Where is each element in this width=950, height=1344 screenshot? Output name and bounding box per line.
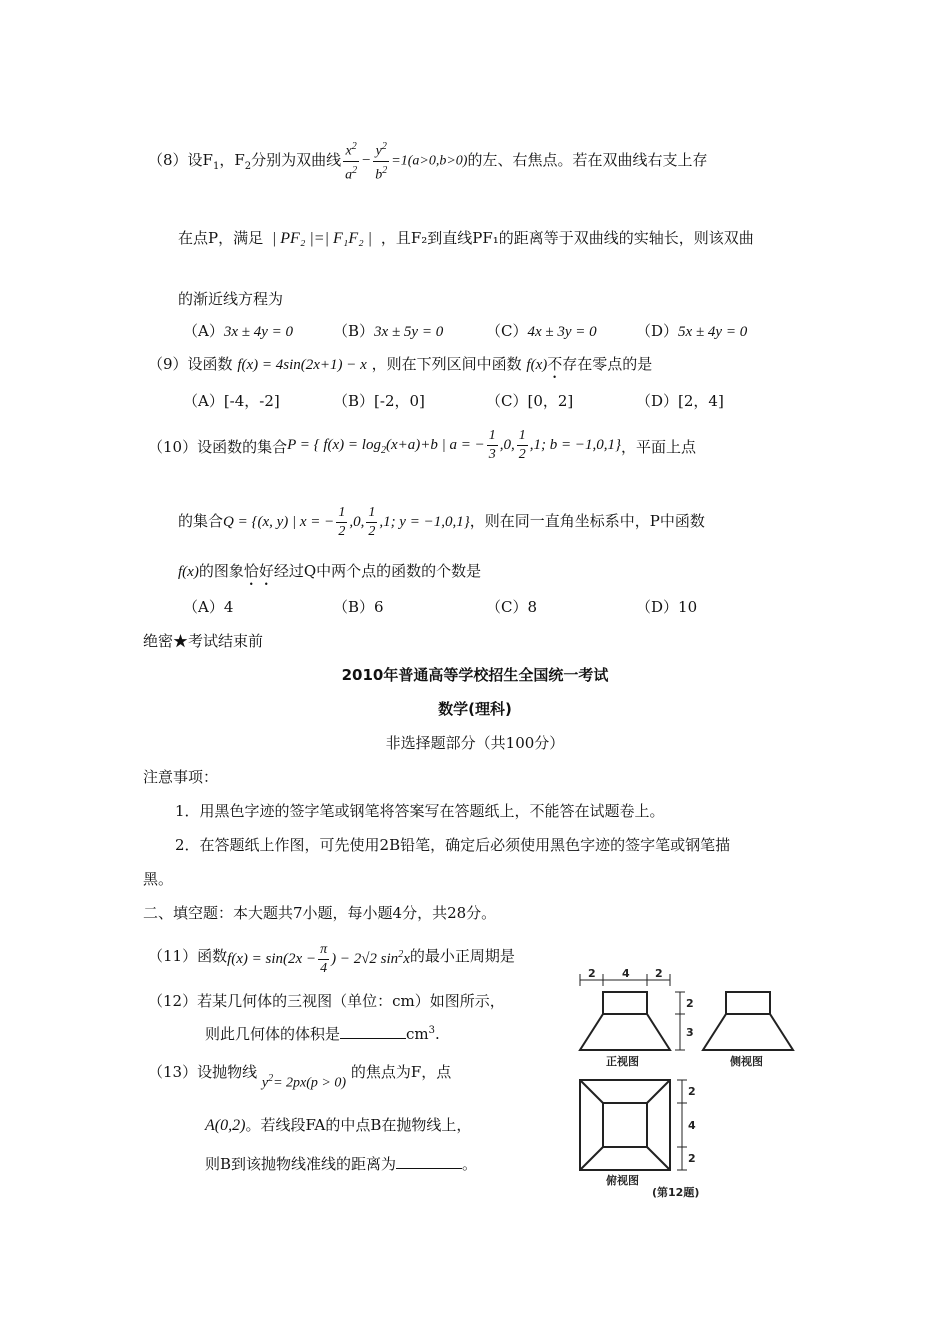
q13-eq-sup: 2 xyxy=(268,1073,274,1085)
q10-option-b: （B）6 xyxy=(333,598,384,616)
q8-frac-x: $\frac{x^2}{a^2}$ xyxy=(343,138,359,184)
q10-eq1-c: ,1; b = −1,0,1} xyxy=(529,437,621,453)
q8-option-d xyxy=(636,320,747,341)
note-2-cont: 黑。 xyxy=(143,870,174,888)
q12-unit: cm xyxy=(406,1025,429,1043)
q8-text-b: ，F xyxy=(219,151,245,170)
q9-line1 xyxy=(148,353,652,382)
q10-eq2-c: ,1; y = −1,0,1} xyxy=(379,514,470,530)
q8-line2-b: ，且F₂到直线PF₁的距离等于双曲线的实轴长，则该双曲 xyxy=(380,229,754,247)
q11-eq-a: f(x) = sin(2x − xyxy=(227,951,317,967)
part-title: 非选择题部分（共100分） xyxy=(385,734,565,752)
q11-text-a: （11）函数 xyxy=(148,947,228,965)
q8-line2-a: 在点P，满足 xyxy=(178,229,264,247)
q10-eq1-sub: 2 xyxy=(380,445,386,456)
dim-plan-lower: 2 xyxy=(688,1152,696,1165)
q10-frac2-den: 2 xyxy=(518,447,526,463)
q11-eq-c: x xyxy=(403,951,410,967)
dim-top-right: 2 xyxy=(655,967,663,980)
q10-option-c: （C）8 xyxy=(486,598,538,616)
q11-frac-num: π xyxy=(318,941,329,960)
q8-line1 xyxy=(148,138,708,183)
q11-eq-b: ) − 2√2 sin xyxy=(331,951,399,967)
q8-text-d: 的左、右焦点。若在双曲线右支上存 xyxy=(467,151,708,170)
q13-line1 xyxy=(148,1058,451,1098)
q10-frac1-num: 1 xyxy=(487,427,498,446)
q9-option-a: （A）[-4，-2] xyxy=(183,392,280,410)
q8-eq-y: y xyxy=(375,143,382,159)
q8-sub2: 2 xyxy=(244,161,252,173)
front-view-label: 正视图 xyxy=(606,1055,639,1068)
q13-end: 。 xyxy=(462,1155,478,1173)
q13-eq-b: = 2px(p > 0) xyxy=(273,1076,347,1091)
side-view-label: 侧视图 xyxy=(730,1055,763,1068)
q8-option-c xyxy=(486,320,597,341)
q8-sub1: 1 xyxy=(212,161,220,173)
q8-line3: 的渐近线方程为 xyxy=(178,290,284,308)
q10-text-a: （10）设函数的集合 xyxy=(148,438,288,456)
q8-option-c-label: （C） xyxy=(486,322,528,340)
q13-line2 xyxy=(205,1114,471,1135)
section-2-heading: 二、填空题：本大题共7小题，每小题4分，共28分。 xyxy=(143,904,497,922)
subject-title: 数学(理科) xyxy=(438,700,512,718)
q11-eq-sup: 2 xyxy=(398,949,404,960)
q10-set-q xyxy=(223,501,470,543)
q9-fx: f(x) xyxy=(526,357,548,373)
q8-option-b-label: （B） xyxy=(333,322,375,340)
q11-line xyxy=(148,934,515,976)
q10-frac1 xyxy=(487,427,498,464)
q10-frac2 xyxy=(517,427,528,464)
q10-emphasis: 恰好 xyxy=(243,562,274,580)
q8-eq-b: b xyxy=(375,167,383,183)
q8-eq-tail: =1(a>0,b>0) xyxy=(391,153,468,169)
q10-eq2: Q = {(x, y) | x = − xyxy=(223,514,335,530)
q10-eq1-b: (x+a)+b | a = − xyxy=(385,437,485,453)
q9-emphasis: 不 xyxy=(547,355,563,373)
note-2: 2．在答题纸上作图，可先使用2B铅笔，确定后必须使用黑色字迹的签字笔或钢笔描 xyxy=(175,836,731,854)
q10-frac1-den: 3 xyxy=(488,447,496,463)
q10-option-a: （A）4 xyxy=(183,598,234,616)
three-view-figure xyxy=(568,962,828,1202)
q10-line3-a: 的图象 xyxy=(198,562,244,580)
q8-option-b xyxy=(333,320,443,341)
q10-option-d: （D）10 xyxy=(636,598,698,616)
q10-eq1: P = { f(x) = log xyxy=(287,437,381,453)
q10-line3-b: 经过Q中两个点的函数的个数是 xyxy=(273,562,482,580)
q8-line2-eq: | PF₂ |=| F₁F₂ | xyxy=(271,230,373,247)
q9-text-b: ，则在下列区间中函数 xyxy=(371,355,522,373)
q10-mid2: ,0, xyxy=(349,514,365,530)
dim-top-left: 2 xyxy=(588,967,596,980)
q10-line2-a: 的集合 xyxy=(178,512,224,530)
q11-frac xyxy=(318,941,329,978)
q10-frac4 xyxy=(366,504,377,541)
q10-frac3-num: 1 xyxy=(336,504,347,523)
q8-frac-y: $\frac{y^2}{b^2}$ xyxy=(373,138,389,184)
dim-plan-mid: 4 xyxy=(688,1119,696,1132)
q8-eq-a: a xyxy=(345,167,353,183)
q8-line2 xyxy=(178,225,754,252)
q10-line3-fx: f(x) xyxy=(178,564,199,580)
dim-front-lower: 3 xyxy=(686,1026,694,1039)
exam-title: 2010年普通高等学校招生全国统一考试 xyxy=(341,666,609,684)
plan-view xyxy=(580,1080,670,1170)
q10-frac4-den: 2 xyxy=(368,524,376,540)
q13-answer-blank[interactable] xyxy=(396,1154,462,1169)
q8-option-a-label: （A） xyxy=(183,322,224,340)
q10-line3 xyxy=(178,560,481,589)
q13-text-c: 。若线段FA的中点B在抛物线上， xyxy=(245,1116,472,1134)
dim-plan-upper: 2 xyxy=(688,1085,696,1098)
dim-top-mid: 4 xyxy=(622,967,630,980)
q9-function: f(x) = 4sin(2x+1) − x xyxy=(237,357,367,373)
side-view xyxy=(703,992,793,1050)
dim-front-upper: 2 xyxy=(686,997,694,1010)
q8-text-c: 分别为双曲线 xyxy=(251,151,342,170)
q8-option-d-label: （D） xyxy=(636,322,679,340)
q8-option-c-expr: 4x ± 3y = 0 xyxy=(527,324,597,340)
q8-option-d-expr: 5x ± 4y = 0 xyxy=(678,324,748,340)
q11-function xyxy=(227,934,410,980)
secret-notice: 绝密★考试结束前 xyxy=(143,632,264,650)
q10-line1 xyxy=(148,424,696,466)
q9-option-b: （B）[-2，0] xyxy=(333,392,425,410)
q13-line3 xyxy=(205,1153,477,1174)
q10-set-p xyxy=(287,424,621,472)
q13-parabola xyxy=(262,1065,346,1098)
q10-frac3-den: 2 xyxy=(338,524,346,540)
q12-line1: （12）若某几何体的三视图（单位：cm）如图所示， xyxy=(148,992,505,1010)
q13-eq-y: y xyxy=(261,1076,269,1091)
q13-text-d: 则B到该抛物线准线的距离为 xyxy=(205,1155,397,1173)
q12-end: . xyxy=(435,1025,440,1043)
q12-line2 xyxy=(205,1023,440,1044)
q8-eq-x: x xyxy=(345,143,352,159)
q10-line2 xyxy=(178,500,705,542)
notes-title: 注意事项： xyxy=(143,768,219,786)
q9-option-c: （C）[0，2] xyxy=(486,392,574,410)
plan-view-label: 俯视图 xyxy=(606,1174,639,1187)
q12-text-b: 则此几何体的体积是 xyxy=(205,1025,341,1043)
q9-text-c: 存在零点的是 xyxy=(562,355,653,373)
figure-caption: (第12题) xyxy=(652,1186,700,1199)
q11-frac-den: 4 xyxy=(320,961,328,977)
q11-text-b: 的最小正周期是 xyxy=(409,947,515,965)
q8-option-a xyxy=(183,320,293,341)
q8-hyperbola-equation: $\frac{x^2}{a^2}$ − $\frac{y^2}{b^2}$ =1(a>0,b>0) xyxy=(341,138,467,184)
q10-frac3 xyxy=(336,504,347,541)
q8-text-a: （8）设F xyxy=(148,151,213,170)
q13-point-a: A(0,2) xyxy=(205,1117,246,1134)
q10-frac2-num: 1 xyxy=(517,427,528,446)
q13-text-a: （13）设抛物线 xyxy=(148,1063,258,1081)
q13-text-b: 的焦点为F，点 xyxy=(350,1063,452,1081)
q10-mid1: ,0, xyxy=(499,437,515,453)
q12-unit-sup: 3 xyxy=(428,1025,436,1036)
q10-line2-b: ，则在同一直角坐标系中，P中函数 xyxy=(469,512,705,530)
q10-frac4-num: 1 xyxy=(366,504,377,523)
q9-option-d: （D）[2，4] xyxy=(636,392,724,410)
q8-option-a-expr: 3x ± 4y = 0 xyxy=(223,324,294,340)
front-view xyxy=(580,992,670,1050)
note-1: 1．用黑色字迹的签字笔或钢笔将答案写在答题纸上，不能答在试题卷上。 xyxy=(175,802,665,820)
q10-text-b: ，平面上点 xyxy=(620,438,696,456)
q8-option-b-expr: 3x ± 5y = 0 xyxy=(374,324,444,340)
q12-answer-blank[interactable] xyxy=(340,1024,406,1039)
q9-text-a: （9）设函数 xyxy=(148,355,233,373)
